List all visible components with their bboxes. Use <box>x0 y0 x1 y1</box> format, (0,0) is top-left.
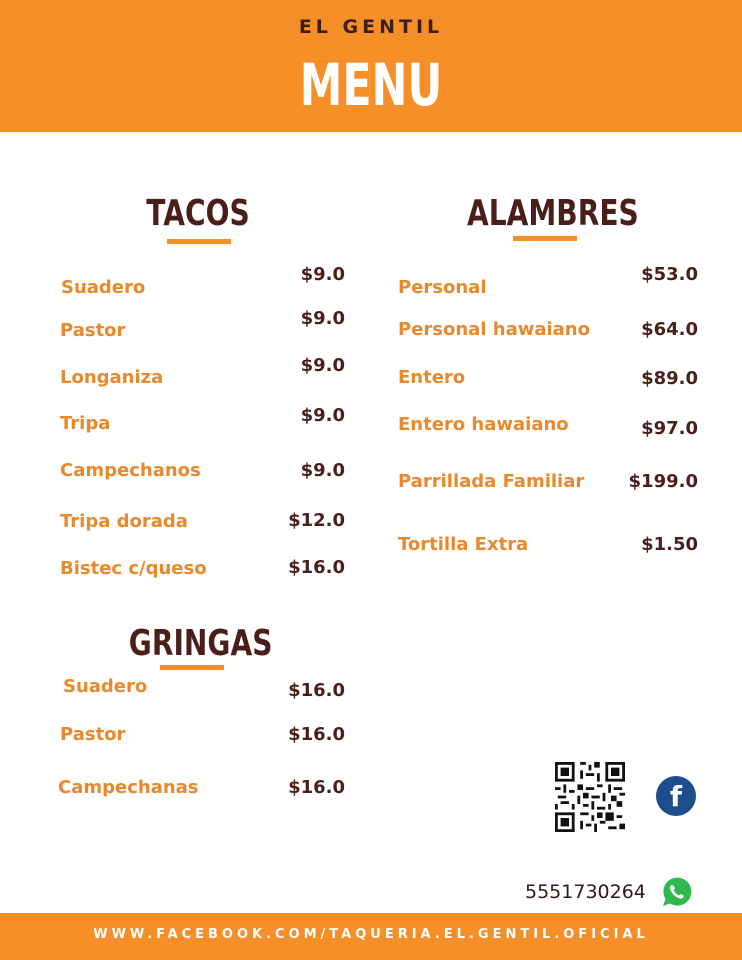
tacos-item-price: $9.0 <box>300 405 345 426</box>
tacos-item-price: $9.0 <box>300 308 345 329</box>
gringas-title: GRINGAS <box>128 623 273 664</box>
gringas-underline <box>160 665 224 670</box>
alambres-underline <box>513 236 577 241</box>
alambres-item-name: Personal hawaiano <box>398 319 590 340</box>
alambres-item-price: $199.0 <box>628 471 698 492</box>
restaurant-name: EL GENTIL <box>298 16 444 38</box>
tacos-item-price: $12.0 <box>288 510 345 531</box>
alambres-item-price: $1.50 <box>641 534 698 555</box>
facebook-url[interactable]: WWW.FACEBOOK.COM/TAQUERIA.EL.GENTIL.OFICIAL <box>93 927 649 942</box>
tacos-item-price: $9.0 <box>300 355 345 376</box>
tacos-underline <box>167 239 231 244</box>
alambres-title: ALAMBRES <box>467 193 639 234</box>
tacos-item-name: Tripa dorada <box>60 511 188 532</box>
phone-number: 5551730264 <box>525 881 646 903</box>
menu-title: MENU <box>299 51 443 119</box>
gringas-item-name: Suadero <box>63 676 148 697</box>
header-banner <box>0 0 742 132</box>
tacos-item-price: $9.0 <box>300 460 345 481</box>
qr-code-icon[interactable] <box>555 762 625 832</box>
tacos-item-name: Pastor <box>60 320 126 341</box>
whatsapp-icon[interactable] <box>656 872 696 912</box>
facebook-icon[interactable]: f <box>656 776 696 816</box>
alambres-item-price: $97.0 <box>641 418 698 439</box>
alambres-item-name: Personal <box>398 277 487 298</box>
tacos-item-name: Suadero <box>61 277 146 298</box>
footer-banner <box>0 913 742 960</box>
tacos-item-name: Longaniza <box>60 367 164 388</box>
gringas-item-price: $16.0 <box>288 724 345 745</box>
tacos-item-name: Tripa <box>60 413 111 434</box>
alambres-item-name: Tortilla Extra <box>398 534 529 555</box>
gringas-item-name: Pastor <box>60 724 126 745</box>
alambres-item-name: Entero <box>398 367 466 388</box>
tacos-item-name: Campechanos <box>60 460 201 481</box>
tacos-item-name: Bistec c/queso <box>60 558 207 579</box>
gringas-item-price: $16.0 <box>288 680 345 701</box>
tacos-title: TACOS <box>146 193 250 234</box>
alambres-item-name: Entero hawaiano <box>398 414 569 435</box>
alambres-item-price: $89.0 <box>641 368 698 389</box>
alambres-item-price: $53.0 <box>641 264 698 285</box>
tacos-item-price: $9.0 <box>300 264 345 285</box>
tacos-item-price: $16.0 <box>288 557 345 578</box>
gringas-item-name: Campechanas <box>58 777 199 798</box>
gringas-item-price: $16.0 <box>288 777 345 798</box>
alambres-item-price: $64.0 <box>641 319 698 340</box>
alambres-item-name: Parrillada Familiar <box>398 471 585 492</box>
